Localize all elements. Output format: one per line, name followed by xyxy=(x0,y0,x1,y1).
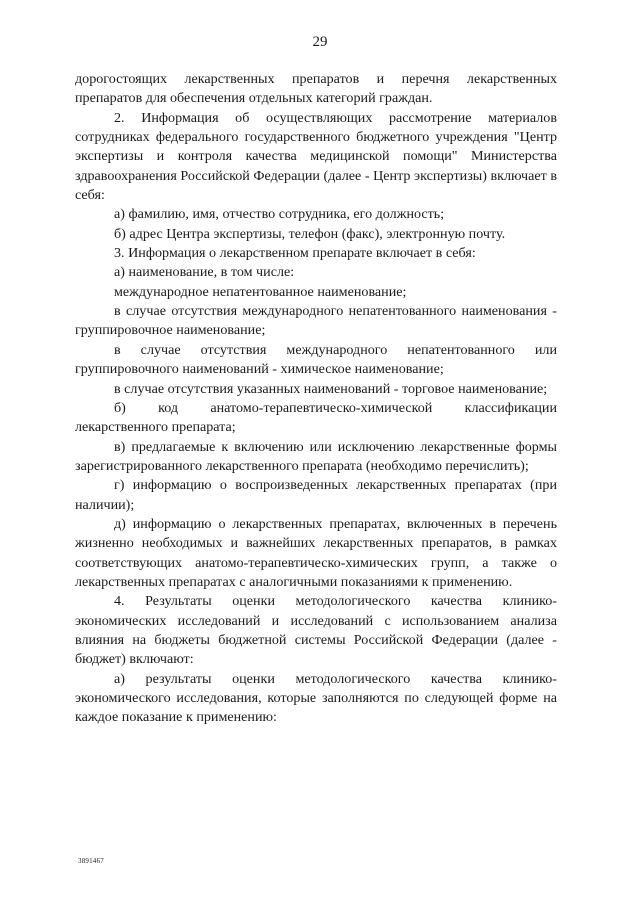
paragraph-chemical-name: в случае отсутствия международного непатентованного или группировочного наименований - химическое наименование; xyxy=(75,341,557,378)
paragraph-item-2: 2. Информация об осуществляющих рассмотрение материалов сотрудниках федерального государственного бюджетного учреждения "Центр экспертизы и контроля качества медицинской помощи" Министерства здравоохранения Российской Федерации (далее - Центр экспертизы) включает в себя: xyxy=(75,109,557,204)
paragraph-item-4: 4. Результаты оценки методологического качества клинико-экономических исследований и исследований с использованием анализа влияния на бюджеты бюджетной системы Российской Федерации (далее - бюджет) включают: xyxy=(75,593,557,668)
paragraph-inn: международное непатентованное наименование; xyxy=(114,283,407,300)
paragraph-item-3: 3. Информация о лекарственном препарате включает в себя: xyxy=(114,245,476,262)
paragraph-item-3d: д) информацию о лекарственных препаратах, включенных в перечень жизненно необходимых и важнейших лекарственных препаратов, в рамках соответствующих анатомо-терапевтическо-химических групп, а также о лекарственных препаратах с аналогичными показаниями к применению. xyxy=(75,515,557,590)
paragraph-item-2a: а) фамилию, имя, отчество сотрудника, его должность; xyxy=(114,206,445,223)
paragraph-item-3a: а) наименование, в том числе: xyxy=(114,264,295,281)
document-body xyxy=(75,70,557,728)
paragraph-continuation: дорогостоящих лекарственных препаратов и перечня лекарственных препаратов для обеспечения отдельных категорий граждан. xyxy=(75,71,557,107)
paragraph-group-name: в случае отсутствия международного непатентованного наименования - группировочное наименование; xyxy=(75,303,557,339)
paragraph-item-4a: а) результаты оценки методологического качества клинико-экономического исследования, которые заполняются по следующей форме на каждое показание к применению: xyxy=(75,670,557,726)
paragraph-item-3b: б) код анатомо-терапевтическо-химической классификации лекарственного препарата; xyxy=(75,399,557,436)
document-code: 3891467 xyxy=(78,857,104,865)
paragraph-trade-name: в случае отсутствия указанных наименований - торговое наименование; xyxy=(114,380,548,397)
page-number: 29 xyxy=(312,34,328,50)
paragraph-item-3v: в) предлагаемые к включению или исключению лекарственные формы зарегистрированного лекарственного препарата (необходимо перечислить); xyxy=(75,438,557,474)
paragraph-item-2b: б) адрес Центра экспертизы, телефон (факс), электронную почту. xyxy=(114,225,506,242)
paragraph-item-3g: г) информацию о воспроизведенных лекарственных препаратах (при наличии); xyxy=(75,477,557,513)
